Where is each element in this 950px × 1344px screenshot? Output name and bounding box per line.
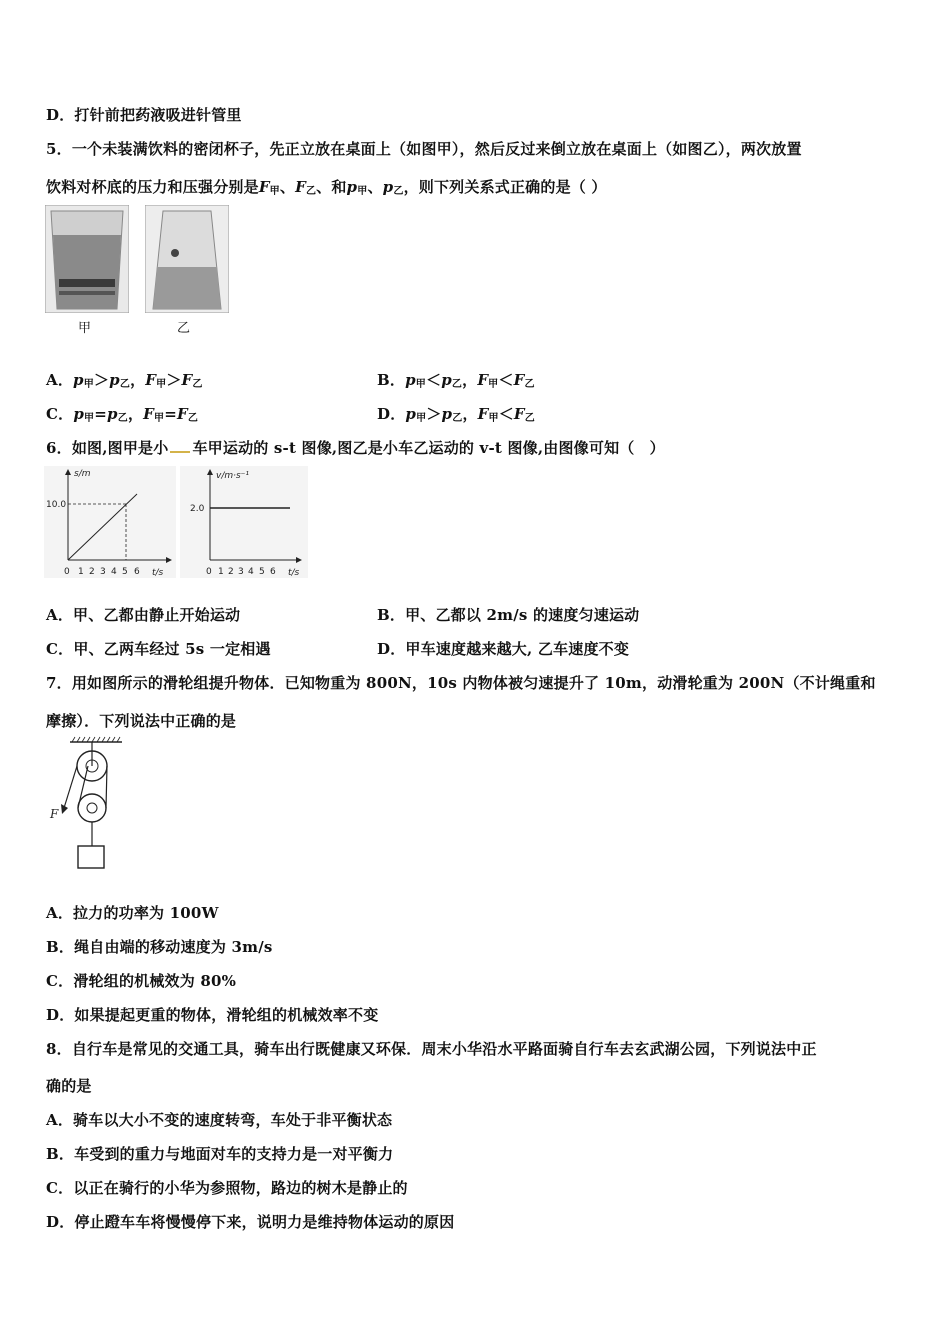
q6-stem: 6．如图,图甲是小 车甲运动的 s-t 图像,图乙是小车乙运动的 v-t 图像,由图像可知（ ） [46,439,665,457]
tick: 2 [89,567,95,577]
force-label: F [50,807,59,821]
free-rope [64,766,77,808]
q5-option-a: A．$p_甲>p_乙$，$F_甲>F_乙$ [46,371,203,390]
blank-mark [170,451,190,453]
q5-stem-line2: 饮料对杯底的压力和压强分别是$F_甲$、$F_乙$、和$p_甲$、$p_乙$，则下列关系式正确的是（ ） [46,178,607,197]
q7-option-d: D．如果提起更重的物体，滑轮组的机械效率不变 [46,1006,379,1024]
caption-jia: 甲 [78,321,92,336]
q8-option-d: D．停止蹬车车将慢慢停下来，说明力是维持物体运动的原因 [46,1213,455,1231]
v-t-xlabel: t/s [288,568,300,578]
v-t-ylabel: v/m·s⁻¹ [216,471,250,481]
cup-inverted-photo [145,205,229,313]
v-t-yval: 2.0 [190,504,205,514]
tick: 4 [248,567,254,577]
q7-option-b: B．绳自由端的移动速度为 3m/s [46,938,273,956]
q5-option-b: B．$p_甲<p_乙$，$F_甲<F_乙$ [377,371,535,390]
tick: 0 [206,567,212,577]
q8-option-c: C．以正在骑行的小华为参照物，路边的树木是静止的 [46,1179,408,1197]
q7-stem-line2: 摩擦）．下列说法中正确的是 [46,712,237,730]
weight-block [78,846,104,868]
tick: 2 [228,567,234,577]
s-t-xlabel: t/s [152,568,164,578]
movable-pulley [78,794,106,822]
s-t-ylabel: s/m [74,469,91,479]
tick: 1 [218,567,224,577]
q8-stem-line1: 8．自行车是常见的交通工具，骑车出行既健康又环保．周末小华沿水平路面骑自行车去玄武湖公园，下列说法中正 [46,1040,817,1058]
tick: 4 [111,567,117,577]
v-t-graph [180,466,308,578]
q5-option-c: C．$p_甲=p_乙$，$F_甲=F_乙$ [46,405,199,424]
q8-option-b: B．车受到的重力与地面对车的支持力是一对平衡力 [46,1145,394,1163]
q7-stem-line1: 7．用如图所示的滑轮组提升物体．已知物重为 800N，10s 内物体被匀速提升了 10m，动滑轮重为 200N（不计绳重和 [46,674,876,692]
q7-option-c: C．滑轮组的机械效为 80% [46,972,237,990]
s-t-graph [44,466,176,578]
q4-option-d: D．打针前把药液吸进针管里 [46,106,242,124]
q5-stem-line1: 5．一个未装满饮料的密闭杯子，先正立放在桌面上（如图甲），然后反过来倒立放在桌面上（如图乙），两次放置 [46,140,802,158]
s-t-yval: 10.0 [46,500,67,510]
q5-option-d: D．$p_甲>p_乙$，$F_甲<F_乙$ [377,405,535,424]
q8-stem-line2: 确的是 [46,1077,92,1095]
tick: 6 [270,567,276,577]
q6-option-b: B．甲、乙都以 2m/s 的速度匀速运动 [377,606,640,624]
q6-option-a: A．甲、乙都由静止开始运动 [46,606,241,624]
q8-option-a: A．骑车以大小不变的速度转弯，车处于非平衡状态 [46,1111,393,1129]
q7-option-a: A．拉力的功率为 100W [46,904,219,922]
pulley-system-diagram [44,736,134,874]
tick: 6 [134,567,140,577]
tick: 3 [238,567,244,577]
tick: 3 [100,567,106,577]
cup-upright-photo [45,205,129,313]
tick: 5 [122,567,128,577]
q6-option-c: C．甲、乙两车经过 5s 一定相遇 [46,640,271,658]
tick: 5 [259,567,265,577]
tick: 1 [78,567,84,577]
tick: 0 [64,567,70,577]
q6-option-d: D．甲车速度越来越大, 乙车速度不变 [377,640,630,658]
caption-yi: 乙 [177,321,191,336]
